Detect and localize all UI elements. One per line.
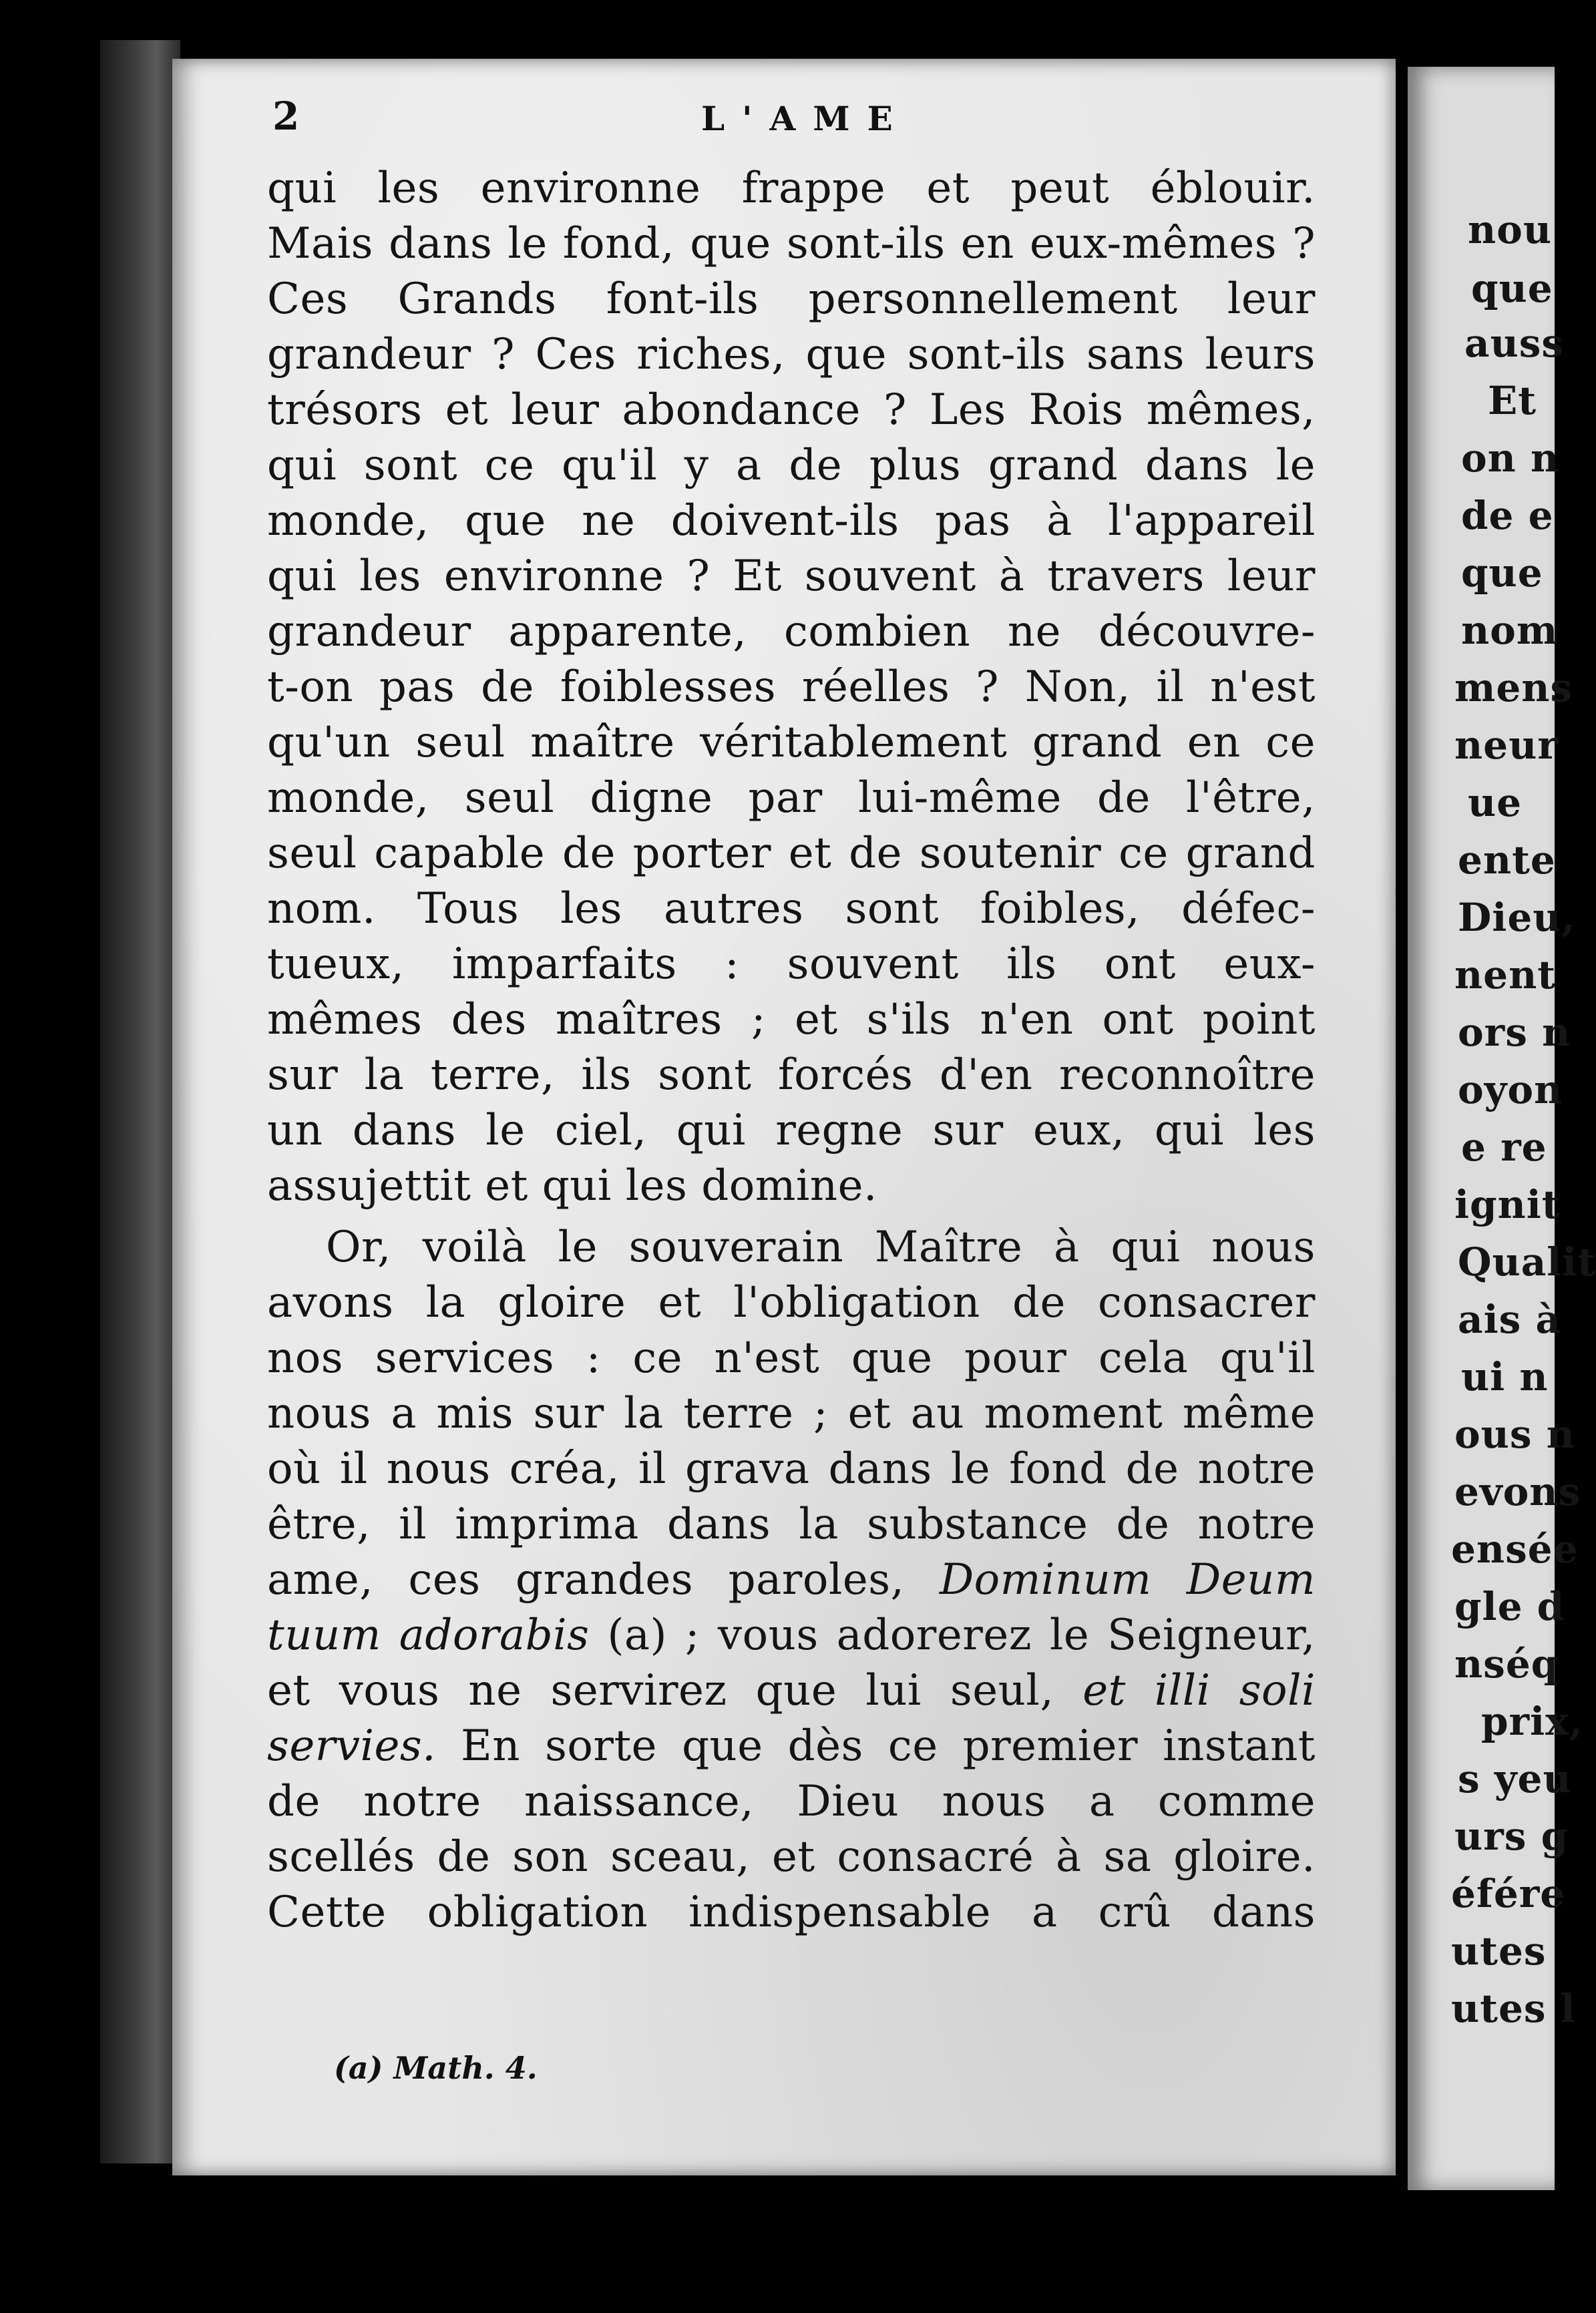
text-line: mêmes des maîtres ; et s'ils n'en ont point (267, 995, 1316, 1044)
text-line: Cette obligation indispensable a crû dans (267, 1888, 1316, 1937)
text-line: tueux, imparfaits : souvent ils ont eux- (267, 939, 1316, 989)
facing-text-fragment: de e (1461, 493, 1554, 538)
facing-text-fragment: ente (1458, 837, 1556, 883)
text-line: nom. Tous les autres sont foibles, défec- (267, 884, 1316, 933)
text-line: qui les environne ? Et souvent à travers leur (267, 552, 1316, 601)
facing-text-fragment: éfére (1451, 1871, 1566, 1916)
facing-page (1408, 67, 1596, 2190)
facing-text-fragment: prix, (1481, 1699, 1583, 1744)
page-number: 2 (272, 93, 300, 139)
text-line: scellés de son sceau, et consacré à sa gloire. (267, 1832, 1316, 1882)
facing-text-fragment: nom (1461, 608, 1559, 653)
latin-phrase: Dominum Deum (939, 1555, 1316, 1605)
facing-text-fragment: nséq (1454, 1641, 1559, 1687)
text-line: t-on pas de foiblesses réelles ? Non, il n'est (267, 662, 1316, 712)
facing-text-fragment: evons (1454, 1469, 1581, 1514)
text-line: Mais dans le fond, que sont-ils en eux-mêmes ? (267, 219, 1316, 268)
text-line: où il nous créa, il grava dans le fond de notre (267, 1444, 1316, 1494)
facing-text-fragment: neur (1454, 722, 1559, 768)
text-line: nous a mis sur la terre ; et au moment même (267, 1389, 1316, 1438)
facing-text-fragment: auss (1464, 321, 1565, 366)
text-line: de notre naissance, Dieu nous a comme (267, 1777, 1316, 1826)
text-line: trésors et leur abondance ? Les Rois mêmes, (267, 385, 1316, 435)
facing-text-fragment: mens (1454, 665, 1573, 710)
text-line: monde, seul digne par lui-même de l'être, (267, 773, 1316, 823)
text-line: qu'un seul maître véritablement grand en ce (267, 718, 1316, 767)
footnote: (a) Math. 4. (334, 2050, 538, 2086)
text-line: assujettit et qui les domine. (267, 1161, 877, 1211)
text-line: monde, que ne doivent-ils pas à l'appareil (267, 496, 1316, 546)
text-line: seul capable de porter et de soutenir ce grand (267, 829, 1316, 878)
text-line: un dans le ciel, qui regne sur eux, qui les (267, 1106, 1316, 1155)
facing-text-fragment: utes l (1451, 1986, 1576, 2031)
facing-text-fragment: ignit (1454, 1182, 1561, 1227)
latin-phrase: et illi soli (1082, 1666, 1316, 1715)
book-binding-edge (100, 40, 180, 2163)
text-line: grandeur ? Ces riches, que sont-ils sans leurs (267, 330, 1316, 379)
text-line: grandeur apparente, combien ne découvre- (267, 607, 1316, 656)
text-line-with-latin (267, 1611, 1316, 1660)
facing-text-fragment: e re (1461, 1124, 1547, 1170)
facing-text-fragment: nent (1454, 952, 1557, 998)
text-line: être, il imprima dans la substance de notre (267, 1500, 1316, 1549)
facing-text-fragment: ais à (1458, 1297, 1562, 1342)
facing-text-fragment: gle d (1454, 1584, 1565, 1629)
latin-phrase: tuum adorabis (267, 1611, 590, 1660)
facing-text-fragment: oyon (1458, 1067, 1563, 1112)
text-line: Or, voilà le souverain Maître à qui nous (326, 1223, 1316, 1272)
facing-text-fragment: Qualit (1458, 1239, 1596, 1285)
text-line: avons la gloire et l'obligation de consacrer (267, 1278, 1316, 1327)
text-fragment: (a) ; vous adorerez le Seigneur, (607, 1611, 1316, 1660)
facing-text-fragment: ui n (1461, 1354, 1549, 1400)
text-fragment: En sorte que dès ce premier instant (461, 1721, 1316, 1771)
facing-text-fragment: ensée (1451, 1526, 1579, 1572)
text-line-with-latin (267, 1666, 1316, 1715)
facing-text-fragment: Dieu, (1458, 895, 1576, 940)
facing-text-fragment: ue (1468, 780, 1523, 825)
text-line-with-latin (267, 1721, 1316, 1771)
facing-text-fragment: nou (1468, 207, 1553, 252)
text-line: sur la terre, ils sont forcés d'en reconnoître (267, 1050, 1316, 1100)
text-line: nos services : ce n'est que pour cela qu'il (267, 1333, 1316, 1383)
facing-text-fragment: urs g (1454, 1814, 1569, 1859)
running-head: L'AME (701, 99, 910, 138)
facing-text-fragment: s yeu (1458, 1756, 1572, 1802)
text-line: Ces Grands font-ils personnellement leur (267, 274, 1316, 324)
facing-text-fragment: ors n (1458, 1010, 1571, 1055)
facing-text-fragment: on n (1461, 435, 1560, 481)
facing-text-fragment: que (1471, 266, 1553, 311)
latin-phrase: servies. (267, 1721, 436, 1771)
text-fragment: et vous ne servirez que lui seul, (267, 1666, 1054, 1715)
text-line-with-latin (267, 1555, 1316, 1605)
text-line: qui sont ce qu'il y a de plus grand dans le (267, 441, 1316, 490)
facing-text-fragment: ous n (1454, 1412, 1575, 1457)
facing-text-fragment: que (1461, 550, 1543, 596)
text-line: qui les environne frappe et peut éblouir. (267, 164, 1316, 213)
text-fragment: ame, ces grandes paroles, (267, 1555, 905, 1605)
facing-text-fragment: utes (1451, 1928, 1547, 1974)
facing-text-fragment: Et (1488, 378, 1537, 423)
